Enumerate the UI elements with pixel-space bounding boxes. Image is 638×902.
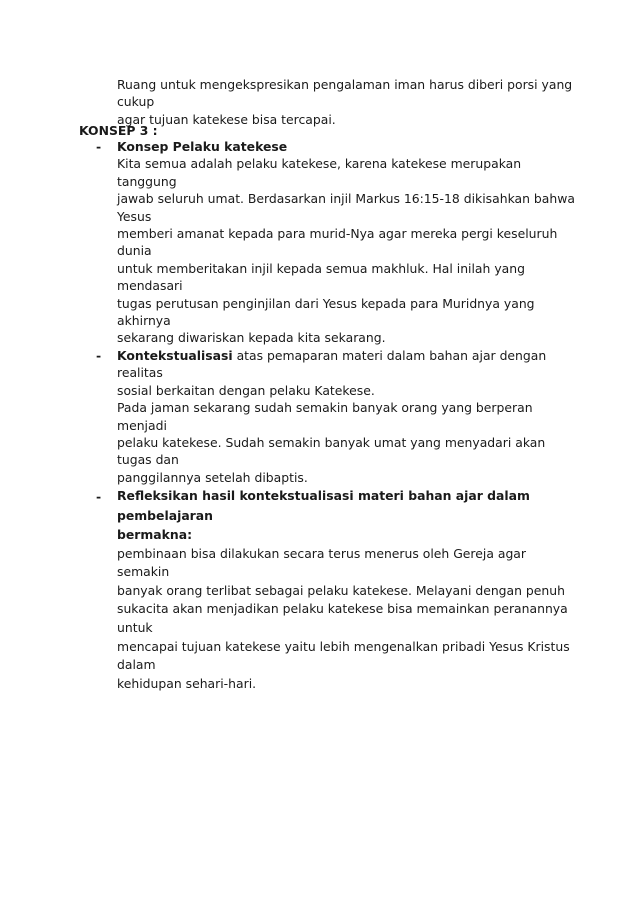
item-line: mencapai tujuan katekese yaitu lebih mengenalkan pribadi Yesus Kristus dalam: [117, 638, 570, 673]
item-title-line: [117, 347, 579, 382]
list-item-kontekstualisasi: [79, 347, 579, 486]
item-title: bermakna:: [117, 527, 193, 543]
item-line: pembinaan bisa dilakukan secara terus menerus oleh Gereja agar semakin: [117, 545, 526, 580]
intro-line: Ruang untuk mengekspresikan pengalaman iman harus diberi porsi yang cukup: [117, 77, 573, 110]
item-line: memberi amanat kepada para murid-Nya agar mereka pergi keseluruh dunia: [117, 226, 558, 259]
list-item-refleksikan: [79, 486, 579, 693]
item-title: Refleksikan hasil kontekstualisasi materi bahan ajar dalam pembelajaran: [117, 488, 530, 523]
item-line: Pada jaman sekarang sudah semakin banyak orang yang berperan menjadi: [117, 400, 533, 433]
bullet-dash: -: [96, 347, 102, 363]
item-line: sosial berkaitan dengan pelaku Katekese.: [117, 382, 375, 398]
intro-paragraph: [117, 76, 577, 128]
list-item-konsep-pelaku: [79, 138, 579, 347]
item-line: tugas perutusan penginjilan dari Yesus kepada para Muridnya yang akhirnya: [117, 295, 535, 329]
concept-list: [79, 138, 579, 693]
item-title-rest: atas pemaparan materi dalam bahan ajar dengan realitas: [117, 347, 547, 381]
bullet-dash: -: [96, 139, 102, 154]
item-line: kehidupan sehari-hari.: [117, 675, 257, 691]
item-line: sukacita akan menjadikan pelaku katekese bisa memainkan peranannya untuk: [117, 601, 568, 635]
item-line: banyak orang terlibat sebagai pelaku katekese. Melayani dengan penuh: [117, 582, 565, 598]
item-line: Kita semua adalah pelaku katekese, karena katekese merupakan tanggung: [117, 156, 522, 189]
item-line: untuk memberitakan injil kepada semua makhluk. Hal inilah yang mendasari: [117, 260, 525, 294]
item-line: sekarang diwariskan kepada kita sekarang.: [117, 330, 386, 346]
item-line: pelaku katekese. Sudah semakin banyak umat yang menyadari akan tugas dan: [117, 434, 546, 468]
item-line: jawab seluruh umat. Berdasarkan injil Markus 16:15-18 dikisahkan bahwa Yesus: [117, 191, 575, 224]
item-title: Konsep Pelaku katekese: [117, 139, 288, 154]
item-line: panggilannya setelah dibaptis.: [117, 469, 308, 485]
bullet-dash: -: [96, 489, 102, 505]
section-heading: KONSEP 3 :: [79, 123, 158, 138]
intro-line: agar tujuan katekese bisa tercapai.: [117, 111, 336, 127]
item-title: Kontekstualisasi: [117, 347, 233, 363]
